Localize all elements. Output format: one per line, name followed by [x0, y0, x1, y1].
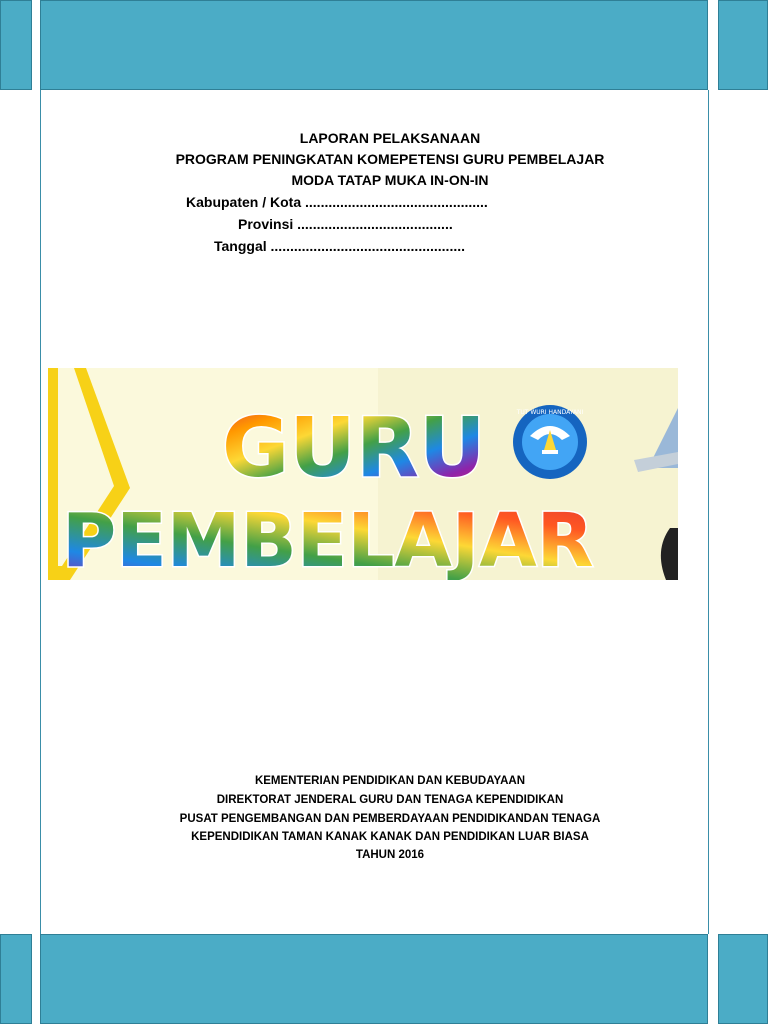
directorate-line: DIREKTORAT JENDERAL GURU DAN TENAGA KEPENDIDIKAN: [216, 794, 564, 806]
banner-graphic: [48, 368, 678, 580]
guru-word: GURU: [222, 401, 486, 496]
frame-top-right: [718, 0, 768, 90]
ministry-line: KEMENTERIAN PENDIDIKAN DAN KEBUDAYAAN: [254, 775, 526, 787]
tanggal-field: Tanggal ..................................................: [214, 238, 466, 254]
frame-right-line: [708, 90, 709, 934]
frame-top-center: [40, 0, 708, 90]
division-line: KEPENDIDIKAN TAMAN KANAK KANAK DAN PENDIDIKAN LUAR BIASA: [191, 831, 589, 843]
center-line: PUSAT PENGEMBANGAN DAN PEMBERDAYAAN PENDIDIKANDAN TENAGA: [179, 813, 601, 825]
tut-wuri-handayani-logo: [513, 405, 587, 479]
kabupaten-field: Kabupaten / Kota ...............................................: [186, 194, 488, 210]
svg-text:TUT WURI HANDAYANI: TUT WURI HANDAYANI: [516, 409, 584, 416]
frame-bottom-left: [0, 934, 32, 1024]
frame-bottom-right: [718, 934, 768, 1024]
provinsi-field: Provinsi ........................................: [238, 216, 453, 232]
program-title: PROGRAM PENINGKATAN KOMEPETENSI GURU PEMBELAJAR: [175, 151, 605, 167]
moda-title: MODA TATAP MUKA IN-ON-IN: [291, 172, 489, 188]
pembelajar-word: PEMBELAJAR: [62, 498, 594, 580]
report-title: LAPORAN PELAKSANAAN: [299, 130, 481, 146]
frame-bottom-center: [40, 934, 708, 1024]
frame-top-left: [0, 0, 32, 90]
guru-pembelajar-banner: [48, 368, 678, 580]
frame-left-line: [40, 90, 41, 934]
year-line: TAHUN 2016: [355, 849, 425, 861]
